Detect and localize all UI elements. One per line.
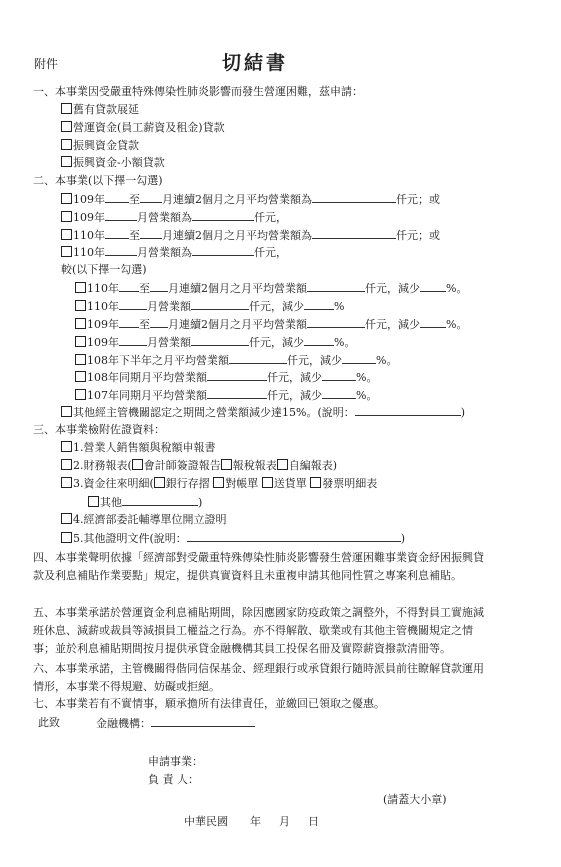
doc-item-3-other[interactable]: 其他 ) <box>88 495 202 510</box>
checkbox[interactable] <box>61 139 72 150</box>
s2-option-3[interactable]: 110年 至 月連續2個月之月平均營業額為 仟元；或 <box>61 228 440 243</box>
checkbox[interactable] <box>75 300 86 311</box>
checkbox[interactable] <box>61 211 72 222</box>
s1-item-1[interactable]: 舊有貸款展延 <box>61 103 139 117</box>
checkbox[interactable] <box>61 229 72 240</box>
checkbox[interactable] <box>277 459 288 470</box>
s1-item-3[interactable]: 振興資金貸款 <box>61 139 139 153</box>
section-4-text: 四、本事業聲明依據「經濟部對受嚴重特殊傳染性肺炎影響發生營運困難事業資金紓困振興貸款及利息補貼作業要點」規定，提供真實資料且未重複申請其他同性質之專案利息補貼。 <box>33 551 484 582</box>
s2-other-option[interactable]: 其他經主管機關認定之期間之營業額減少達15%。(說明： ) <box>61 405 465 420</box>
checkbox[interactable] <box>213 477 224 488</box>
checkbox[interactable] <box>61 193 72 204</box>
checkbox[interactable] <box>262 477 273 488</box>
applicant-label: 申請事業： <box>148 755 203 768</box>
s2-option-1[interactable]: 109年 至 月連續2個月之月平均營業額為 仟元；或 <box>61 192 440 207</box>
checkbox[interactable] <box>75 354 86 365</box>
checkbox[interactable] <box>221 459 232 470</box>
doc-item-4[interactable]: 4.經濟部委託輔導單位開立證明 <box>61 513 227 527</box>
section-6-text: 六、本事業承諾，主管機關得偕同信保基金、經理銀行或承貸銀行隨時派員前往瞭解貸款運用情形，本事業不得規避、妨礙或拒絕。 <box>33 662 484 693</box>
checkbox[interactable] <box>75 389 86 400</box>
section-2-intro: 二、本事業(以下擇一勾選) <box>33 174 163 187</box>
checkbox[interactable] <box>61 121 72 132</box>
section-3-intro: 三、本事業檢附佐證資料： <box>33 423 165 436</box>
checkbox[interactable] <box>310 477 321 488</box>
doc-item-5[interactable]: 5.其他證明文件(說明： ) <box>61 531 405 546</box>
checkbox[interactable] <box>61 246 72 257</box>
doc-item-3[interactable]: 3.資金往來明細( 銀行存摺 對帳單 送貨單 發票明細表 <box>61 477 377 491</box>
checkbox[interactable] <box>75 371 86 382</box>
checkbox[interactable] <box>61 513 72 524</box>
checkbox[interactable] <box>61 459 72 470</box>
doc-item-2[interactable]: 2.財務報表( 會計師簽證報告 報稅報表 自編報表) <box>61 459 337 473</box>
checkbox[interactable] <box>75 336 86 347</box>
compare-option-3[interactable]: 109年 至 月連續2個月之月平均營業額 仟元，減少 %。 <box>75 317 467 332</box>
checkbox[interactable] <box>61 103 72 114</box>
checkbox[interactable] <box>154 477 165 488</box>
compare-option-7[interactable]: 107年同期月平均營業額 仟元，減少 %。 <box>75 388 377 403</box>
checkbox[interactable] <box>61 477 72 488</box>
checkbox[interactable] <box>61 532 72 543</box>
s1-item-4[interactable]: 振興資金-小額貸款 <box>61 156 165 170</box>
section-7-text: 七、本事業若有不實情事，願承擔所有法律責任，並繳回已領取之優惠。 <box>33 697 385 710</box>
bank-field[interactable]: 金融機構： <box>96 716 255 731</box>
s2-option-4[interactable]: 110年 月營業額為 仟元， <box>61 245 287 260</box>
section-5-text: 五、本事業承諾於營運資金利息補貼期間，除因應國家防疫政策之調整外，不得對員工實施減班休息、減薪或裁員等減損員工權益之行為。亦不得解散、歇業或有其他主管機關規定之情事；並於利息補貼期間按月提供承貸金融機構其員工投保名冊及實際薪資撥款清冊等。 <box>33 606 484 655</box>
annex-label: 附件 <box>34 57 59 71</box>
compare-option-6[interactable]: 108年同期月平均營業額 仟元，減少 %。 <box>75 370 377 385</box>
s1-item-2[interactable]: 營運資金(員工薪資及租金)貸款 <box>61 121 225 135</box>
checkbox[interactable] <box>61 441 72 452</box>
document-title: 切結書 <box>222 52 289 74</box>
checkbox[interactable] <box>75 282 86 293</box>
section-1-intro: 一、本事業因受嚴重特殊傳染性肺炎影響而發生營運困難，茲申請： <box>33 85 363 98</box>
checkbox[interactable] <box>88 496 99 507</box>
owner-label: 負 責 人： <box>148 773 199 786</box>
compare-label: 較(以下擇一勾選) <box>61 263 147 276</box>
closing-to: 此致 <box>38 716 60 729</box>
checkbox[interactable] <box>75 318 86 329</box>
compare-option-2[interactable]: 110年 月營業額 仟元，減少 % <box>75 299 344 314</box>
compare-option-5[interactable]: 108年下半年之月平均營業額 仟元，減少 %。 <box>75 353 397 368</box>
compare-option-1[interactable]: 110年 至 月連續2個月之月平均營業額 仟元，減少 %。 <box>75 281 467 296</box>
checkbox[interactable] <box>132 459 143 470</box>
date-line: 中華民國 年 月 日 <box>184 815 319 828</box>
s2-option-2[interactable]: 109年 月營業額為 仟元， <box>61 210 287 225</box>
compare-option-4[interactable]: 109年 月營業額 仟元，減少 %。 <box>75 335 355 350</box>
seal-note: (請蓋大小章) <box>383 793 447 806</box>
doc-item-1[interactable]: 1.營業人銷售額與稅額申報書 <box>61 441 216 455</box>
checkbox[interactable] <box>61 156 72 167</box>
checkbox[interactable] <box>61 406 72 417</box>
